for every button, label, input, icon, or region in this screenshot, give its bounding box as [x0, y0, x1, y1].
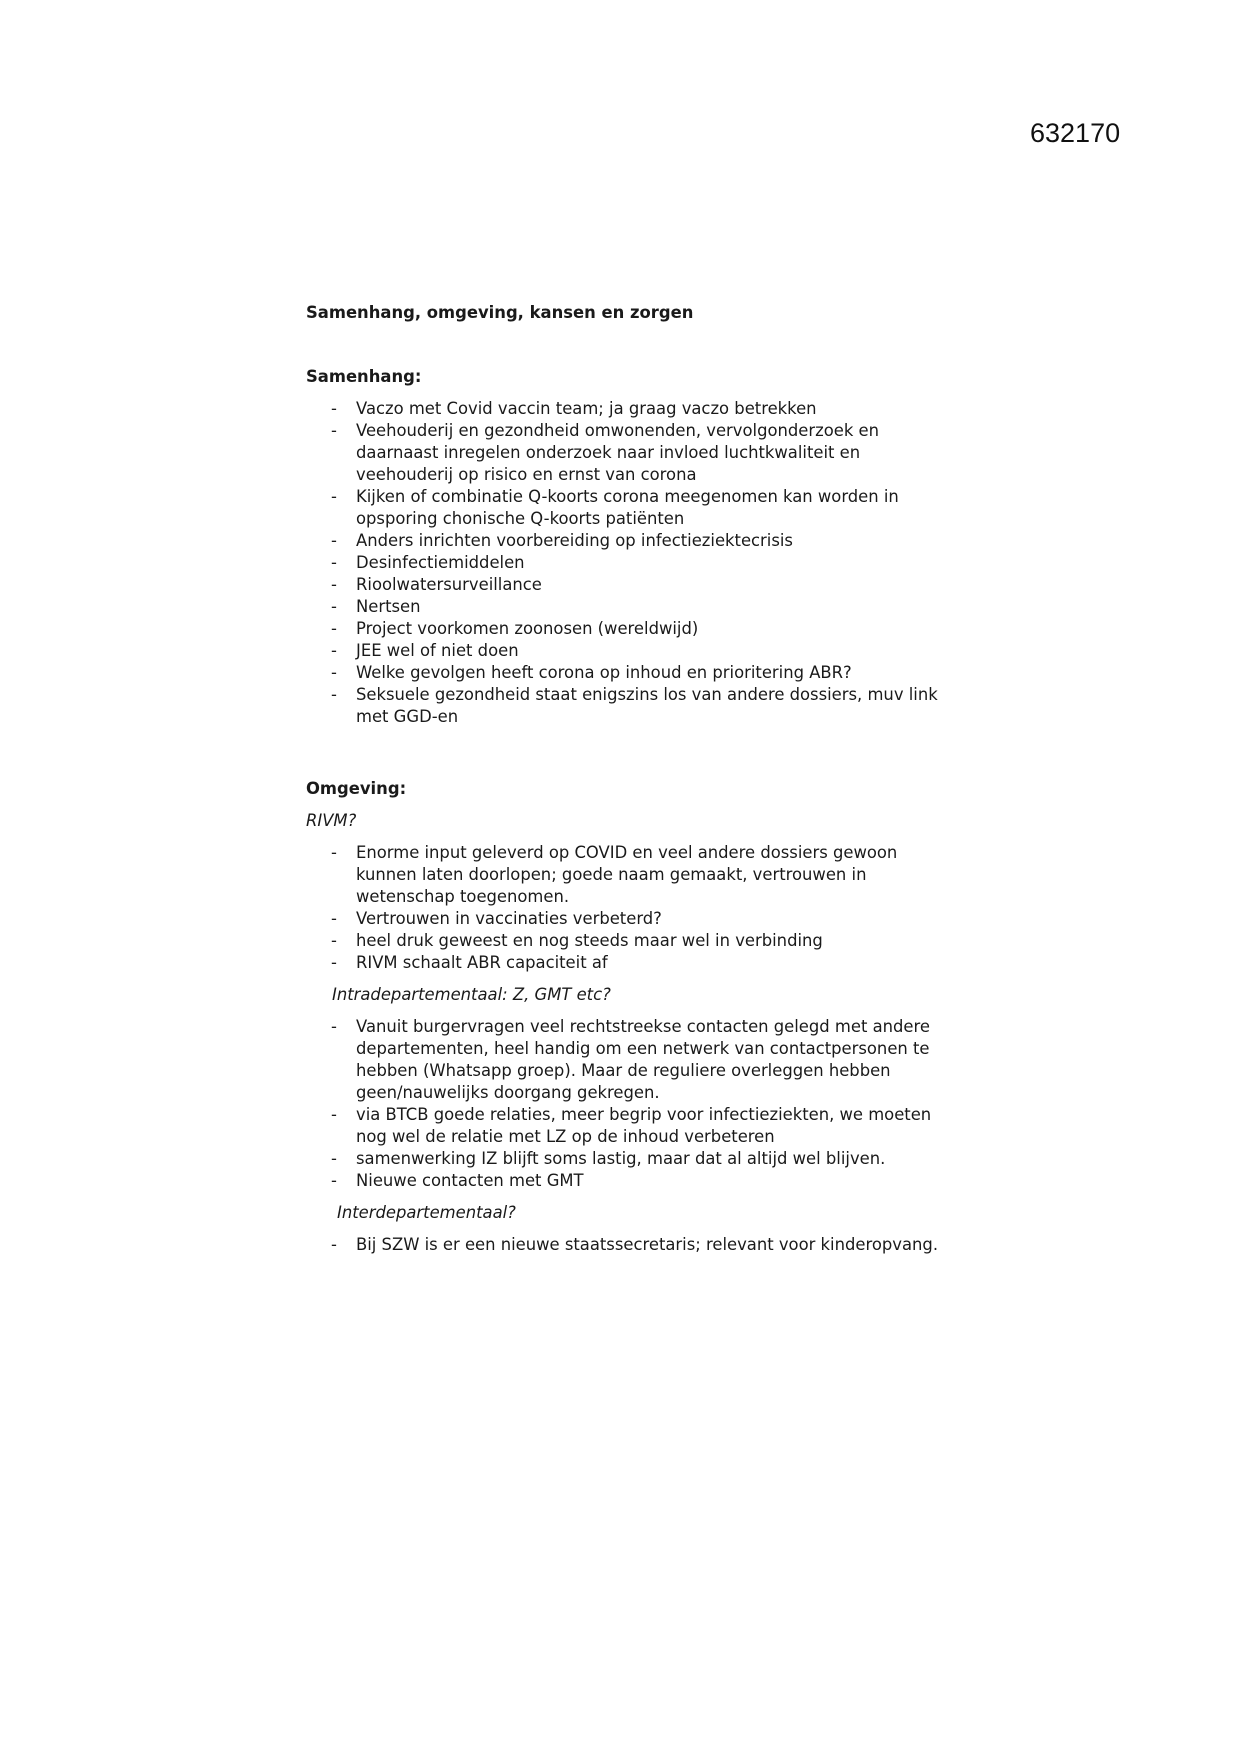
list-item [306, 1148, 946, 1170]
list-item [306, 398, 946, 420]
list-item [306, 908, 946, 930]
list-item-text: Rioolwatersurveillance [356, 575, 542, 594]
list-item-text: Desinfectiemiddelen [356, 553, 525, 572]
interdepartementaal-list [306, 1234, 946, 1256]
list-item-text: Anders inrichten voorbereiding op infectieziektecrisis [356, 531, 793, 550]
list-item-text: Vanuit burgervragen veel rechtstreekse contacten gelegd met andere departementen, heel handig om een netwerk van contactpersonen te hebben (Whatsapp groep). Maar de reguliere overleggen hebben geen/nauwelijks doorgang gekregen. [356, 1017, 930, 1102]
list-item [306, 930, 946, 952]
list-item-text: JEE wel of niet doen [356, 641, 519, 660]
rivm-list [306, 842, 946, 974]
list-item [306, 684, 946, 728]
intradepartementaal-list [306, 1016, 946, 1192]
dash-bullet: - [331, 931, 337, 950]
list-item-text: via BTCB goede relaties, meer begrip voor infectieziekten, we moeten nog wel de relatie met LZ op de inhoud verbeteren [356, 1105, 932, 1146]
section-heading-samenhang: Samenhang: [306, 367, 422, 386]
list-item-text: Welke gevolgen heeft corona op inhoud en prioritering ABR? [356, 663, 852, 682]
list-item-text: Project voorkomen zoonosen (wereldwijd) [356, 619, 699, 638]
list-item-text: Enorme input geleverd op COVID en veel andere dossiers gewoon kunnen laten doorlopen; goede naam gemaakt, vertrouwen in wetenschap toegenomen. [356, 843, 898, 906]
dash-bullet: - [331, 1235, 337, 1254]
list-item-text: Veehouderij en gezondheid omwonenden, vervolgonderzoek en daarnaast inregelen onderzoek naar invloed luchtkwaliteit en veehouderij op risico en ernst van corona [356, 421, 880, 484]
dash-bullet: - [331, 953, 337, 972]
dash-bullet: - [331, 663, 337, 682]
list-item [306, 952, 946, 974]
list-item-text: Nieuwe contacten met GMT [356, 1171, 584, 1190]
list-item-text: heel druk geweest en nog steeds maar wel in verbinding [356, 931, 823, 950]
list-item [306, 1234, 946, 1256]
list-item [306, 530, 946, 552]
dash-bullet: - [331, 531, 337, 550]
list-item-text: Vaczo met Covid vaccin team; ja graag vaczo betrekken [356, 399, 817, 418]
list-item-text: RIVM schaalt ABR capaciteit af [356, 953, 608, 972]
dash-bullet: - [331, 487, 337, 506]
dash-bullet: - [331, 1017, 337, 1036]
dash-bullet: - [331, 1105, 337, 1124]
list-item [306, 574, 946, 596]
list-item [306, 1104, 946, 1148]
list-item-text: Vertrouwen in vaccinaties verbeterd? [356, 909, 662, 928]
dash-bullet: - [331, 575, 337, 594]
list-item [306, 552, 946, 574]
subheading-rivm: RIVM? [306, 811, 357, 830]
list-item [306, 1170, 946, 1192]
dash-bullet: - [331, 843, 337, 862]
dash-bullet: - [331, 553, 337, 572]
dash-bullet: - [331, 619, 337, 638]
dash-bullet: - [331, 399, 337, 418]
list-item-text: Kijken of combinatie Q-koorts corona meegenomen kan worden in opsporing chonische Q-koorts patiënten [356, 487, 899, 528]
dash-bullet: - [331, 685, 337, 704]
samenhang-list [306, 398, 946, 728]
list-item [306, 420, 946, 486]
list-item [306, 662, 946, 684]
dash-bullet: - [331, 597, 337, 616]
spacer [306, 738, 946, 778]
list-item [306, 596, 946, 618]
subheading-interdepartementaal: Interdepartementaal? [337, 1203, 516, 1222]
list-item-text: Bij SZW is er een nieuwe staatssecretaris; relevant voor kinderopvang. [356, 1235, 939, 1254]
dash-bullet: - [331, 1149, 337, 1168]
section-heading-omgeving: Omgeving: [306, 779, 407, 798]
dash-bullet: - [331, 909, 337, 928]
subheading-intradepartementaal: Intradepartementaal: Z, GMT etc? [332, 985, 611, 1004]
list-item [306, 618, 946, 640]
list-item-text: Seksuele gezondheid staat enigszins los van andere dossiers, muv link met GGD-en [356, 685, 938, 726]
list-item [306, 486, 946, 530]
list-item-text: samenwerking IZ blijft soms lastig, maar dat al altijd wel blijven. [356, 1149, 886, 1168]
document-number: 632170 [1030, 118, 1121, 148]
list-item [306, 640, 946, 662]
dash-bullet: - [331, 641, 337, 660]
dash-bullet: - [331, 1171, 337, 1190]
document-body [306, 302, 946, 1266]
list-item [306, 1016, 946, 1104]
document-title: Samenhang, omgeving, kansen en zorgen [306, 303, 694, 322]
list-item [306, 842, 946, 908]
dash-bullet: - [331, 421, 337, 440]
list-item-text: Nertsen [356, 597, 421, 616]
